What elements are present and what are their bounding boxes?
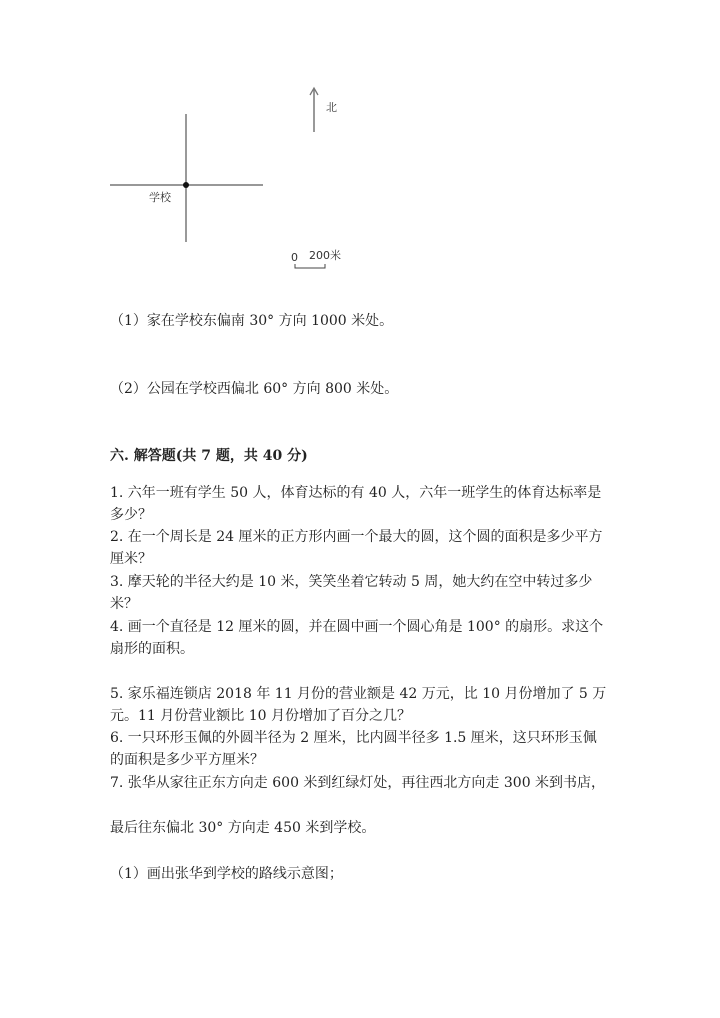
north-label: 北	[326, 101, 337, 114]
question-line: 的面积是多少平方厘米？	[110, 752, 264, 768]
question-line: 厘米？	[110, 551, 152, 567]
question-line: 多少？	[110, 507, 152, 523]
question-line: 元。11 月份营业额比 10 月份增加了百分之几？	[110, 708, 411, 724]
question-line: 米？	[110, 596, 138, 612]
section5-item-1: （1）家在学校东偏南 30° 方向 1000 米处。	[110, 313, 394, 329]
question-line: 最后往东偏北 30° 方向走 450 米到学校。	[110, 820, 376, 836]
question-line: 1. 六年一班有学生 50 人，体育达标的有 40 人，六年一班学生的体育达标率是	[110, 485, 602, 501]
question-line: 6. 一只环形玉佩的外圆半径为 2 厘米，比内圆半径多 1.5 厘米，这只环形玉佩	[110, 730, 597, 746]
question-line: 3. 摩天轮的半径大约是 10 米，笑笑坐着它转动 5 周，她大约在空中转过多少	[110, 574, 593, 590]
north-arrow-icon	[310, 88, 318, 132]
scale-bar	[295, 264, 325, 268]
scale-zero: 0	[291, 251, 298, 264]
question-line: 7. 张华从家往正东方向走 600 米到红绿灯处，再往西北方向走 300 米到书店，	[110, 775, 606, 791]
section-heading: 六. 解答题(共 7 题，共 40 分)	[110, 448, 308, 464]
scale-label: 200米	[309, 249, 341, 262]
section5-item-2: （2）公园在学校西偏北 60° 方向 800 米处。	[110, 381, 399, 397]
question-7-part-1: （1）画出张华到学校的路线示意图；	[110, 866, 343, 882]
question-line: 4. 画一个直径是 12 厘米的圆，并在圆中画一个圆心角是 100° 的扇形。求这个	[110, 619, 604, 635]
question-line: 扇形的面积。	[110, 641, 194, 657]
question-line: 5. 家乐福连锁店 2018 年 11 月份的营业额是 42 万元，比 10 月份增加了 5 万	[110, 686, 607, 702]
question-line: 2. 在一个周长是 24 厘米的正方形内画一个最大的圆，这个圆的面积是多少平方	[110, 529, 603, 545]
school-label: 学校	[149, 191, 171, 204]
school-point	[183, 182, 189, 188]
